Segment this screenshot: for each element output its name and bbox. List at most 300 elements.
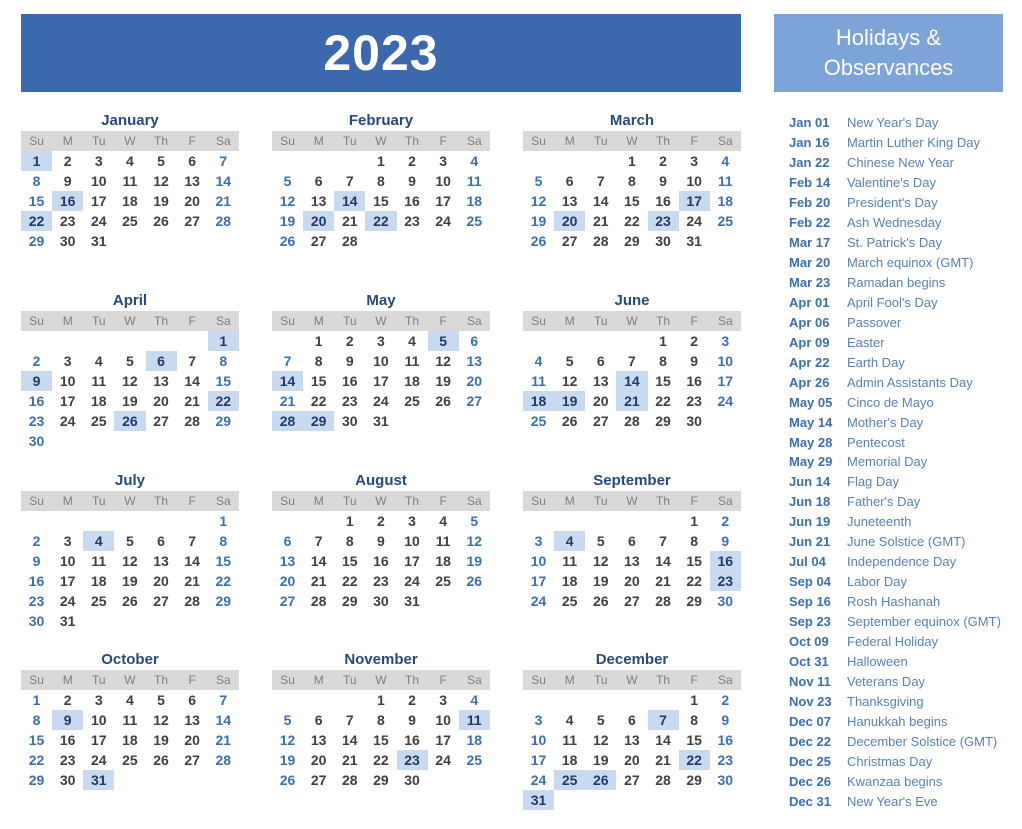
day-cell: 28	[272, 411, 303, 431]
day-cell: 19	[153, 732, 169, 748]
holiday-name: Halloween	[847, 654, 908, 670]
day-cell: 7	[188, 353, 197, 369]
month-november	[272, 651, 490, 790]
day-cell: 26	[153, 213, 169, 229]
day-cell: 12	[279, 732, 296, 748]
day-cell: 9	[721, 533, 730, 549]
day-cell: 24	[717, 393, 734, 409]
holiday-date: Dec 26	[789, 773, 831, 789]
day-cell: 13	[153, 553, 169, 569]
day-cell: 13	[184, 173, 200, 189]
empty-cell	[114, 511, 145, 531]
year-title: 2023	[323, 25, 439, 81]
day-cell: 23	[404, 213, 420, 229]
weekday-label: F	[188, 134, 196, 148]
holiday-item	[774, 672, 1014, 692]
empty-cell	[523, 151, 554, 171]
day-cell: 3	[534, 712, 543, 728]
day-cell: 15	[215, 373, 232, 389]
day-cell: 9	[377, 533, 385, 549]
empty-cell	[83, 511, 114, 531]
day-cell: 31	[404, 593, 420, 609]
day-cell: 17	[91, 732, 107, 748]
day-cell: 7	[314, 533, 323, 549]
days-grid	[272, 331, 490, 431]
day-cell: 21	[593, 213, 609, 229]
day-cell: 7	[283, 353, 292, 369]
holiday-item	[774, 592, 1014, 612]
holiday-name: December Solstice (GMT)	[847, 734, 998, 750]
holiday-item	[774, 393, 1014, 413]
empty-cell	[21, 511, 52, 531]
holiday-item	[774, 253, 1014, 273]
weekday-label: Th	[405, 673, 420, 687]
day-cell: 8	[377, 712, 385, 728]
holiday-date: Sep 04	[789, 574, 831, 590]
day-cell: 26	[114, 411, 145, 431]
day-cell: 30	[28, 613, 45, 629]
day-cell: 25	[466, 752, 483, 768]
day-cell: 3	[63, 353, 72, 369]
day-cell: 17	[435, 193, 451, 209]
day-cell: 1	[32, 692, 41, 708]
weekday-header	[272, 311, 490, 331]
day-cell: 5	[596, 533, 605, 549]
day-cell: 11	[562, 553, 578, 569]
weekday-label: M	[313, 134, 324, 148]
day-cell: 17	[717, 373, 734, 389]
day-cell: 22	[342, 573, 358, 589]
day-cell: 11	[466, 173, 482, 189]
day-cell: 29	[624, 233, 640, 249]
holiday-name: Federal Holiday	[847, 634, 939, 650]
day-cell: 12	[153, 173, 169, 189]
holiday-date: Oct 31	[789, 654, 829, 670]
day-cell: 16	[686, 373, 702, 389]
day-cell: 19	[554, 391, 585, 411]
days-grid	[21, 151, 239, 251]
month-name: November	[344, 651, 418, 668]
day-cell: 26	[279, 772, 296, 788]
month-april	[21, 292, 239, 451]
empty-cell	[648, 511, 679, 531]
empty-cell	[585, 511, 616, 531]
day-cell: 18	[435, 553, 451, 569]
day-cell: 9	[408, 712, 416, 728]
day-cell: 18	[466, 732, 483, 748]
weekday-label: W	[124, 134, 136, 148]
day-cell: 29	[373, 772, 389, 788]
day-cell: 21	[310, 573, 327, 589]
day-cell: 28	[184, 593, 200, 609]
day-cell: 6	[283, 533, 292, 549]
day-cell: 24	[686, 213, 702, 229]
empty-cell	[554, 331, 585, 351]
holiday-date: Oct 09	[789, 634, 829, 650]
day-cell: 18	[122, 732, 138, 748]
holiday-name: April Fool's Day	[847, 294, 938, 310]
day-cell: 24	[530, 593, 547, 609]
day-cell: 19	[279, 752, 296, 768]
holiday-name: Thanksgiving	[847, 694, 924, 710]
day-cell: 4	[554, 531, 585, 551]
weekday-label: Su	[531, 673, 546, 687]
day-cell: 1	[690, 692, 699, 708]
day-cell: 29	[215, 593, 232, 609]
day-cell: 29	[686, 772, 702, 788]
weekday-label: Sa	[466, 673, 482, 687]
weekday-label: F	[690, 673, 698, 687]
day-cell: 10	[717, 353, 734, 369]
holiday-date: Dec 31	[789, 793, 831, 809]
day-cell: 24	[530, 772, 547, 788]
empty-cell	[177, 331, 208, 351]
holiday-item	[774, 612, 1014, 632]
day-cell: 22	[215, 573, 232, 589]
holiday-name: Easter	[847, 334, 885, 350]
day-cell: 15	[373, 732, 389, 748]
holiday-date: May 05	[789, 394, 833, 410]
day-cell: 20	[303, 211, 334, 231]
weekday-label: F	[188, 494, 196, 508]
holiday-name: Pentecost	[847, 434, 905, 450]
day-cell: 8	[690, 712, 699, 728]
weekday-label: M	[313, 494, 324, 508]
day-cell: 27	[279, 593, 296, 609]
days-grid	[523, 511, 741, 611]
days-grid	[21, 690, 239, 790]
weekday-label: Sa	[215, 673, 231, 687]
day-cell: 30	[404, 772, 420, 788]
holiday-date: Nov 23	[789, 694, 832, 710]
month-july	[21, 472, 239, 631]
day-cell: 5	[534, 173, 543, 189]
day-cell: 24	[404, 573, 420, 589]
day-cell: 22	[655, 393, 671, 409]
holiday-item	[774, 113, 1014, 133]
month-name: December	[595, 651, 669, 668]
holiday-item	[774, 173, 1014, 193]
day-cell: 24	[59, 593, 76, 609]
holiday-date: Mar 17	[789, 234, 831, 250]
day-cell: 5	[565, 353, 574, 369]
month-june	[523, 292, 741, 431]
day-cell: 26	[466, 573, 483, 589]
weekday-label: M	[564, 494, 575, 508]
weekday-label: Sa	[717, 314, 733, 328]
day-cell: 12	[466, 533, 483, 549]
day-cell: 21	[342, 213, 358, 229]
day-cell: 3	[690, 153, 699, 169]
weekday-label: Tu	[343, 494, 357, 508]
weekday-label: F	[690, 494, 698, 508]
day-cell: 14	[593, 193, 609, 209]
day-cell: 2	[721, 513, 730, 529]
day-cell: 20	[279, 573, 296, 589]
day-cell: 8	[219, 533, 228, 549]
day-cell: 4	[439, 513, 448, 529]
holiday-item	[774, 792, 1014, 812]
month-august	[272, 472, 490, 611]
day-cell: 3	[439, 153, 448, 169]
day-cell: 6	[628, 712, 636, 728]
day-cell: 20	[153, 393, 169, 409]
day-cell: 29	[655, 413, 671, 429]
day-cell: 4	[83, 531, 114, 551]
weekday-label: Su	[280, 673, 295, 687]
day-cell: 19	[435, 373, 451, 389]
day-cell: 1	[628, 153, 636, 169]
day-cell: 28	[342, 233, 358, 249]
holiday-item	[774, 512, 1014, 532]
day-cell: 21	[616, 391, 647, 411]
day-cell: 19	[466, 553, 483, 569]
weekday-label: Tu	[343, 134, 357, 148]
day-cell: 14	[215, 712, 232, 728]
day-cell: 20	[554, 211, 585, 231]
holiday-date: Dec 07	[789, 714, 831, 730]
weekday-label: Sa	[717, 673, 733, 687]
day-cell: 8	[32, 712, 41, 728]
day-cell: 16	[404, 193, 420, 209]
holiday-name: Ramadan begins	[847, 274, 946, 290]
day-cell: 16	[59, 732, 76, 748]
day-cell: 16	[717, 732, 734, 748]
day-cell: 2	[63, 153, 72, 169]
day-cell: 20	[593, 393, 609, 409]
day-cell: 15	[686, 732, 702, 748]
weekday-header	[272, 491, 490, 511]
day-cell: 8	[314, 353, 323, 369]
day-cell: 15	[655, 373, 671, 389]
weekday-label: Su	[280, 134, 295, 148]
day-cell: 2	[690, 333, 699, 349]
month-february	[272, 112, 490, 251]
month-march	[523, 112, 741, 251]
day-cell: 1	[208, 331, 239, 351]
days-grid	[523, 331, 741, 431]
empty-cell	[303, 690, 334, 710]
weekday-header	[272, 670, 490, 690]
empty-cell	[523, 511, 554, 531]
day-cell: 13	[624, 553, 640, 569]
day-cell: 9	[408, 173, 416, 189]
empty-cell	[146, 511, 177, 531]
holiday-item	[774, 632, 1014, 652]
holiday-name: Mother's Day	[847, 414, 924, 430]
weekday-label: F	[439, 314, 447, 328]
day-cell: 10	[91, 173, 107, 189]
day-cell: 18	[466, 193, 483, 209]
day-cell: 27	[310, 233, 327, 249]
day-cell: 7	[219, 153, 228, 169]
day-cell: 18	[717, 193, 734, 209]
day-cell: 12	[593, 553, 609, 569]
holiday-item	[774, 193, 1014, 213]
holiday-name: New Year's Day	[847, 115, 939, 130]
day-cell: 1	[377, 692, 385, 708]
day-cell: 7	[188, 533, 197, 549]
day-cell: 25	[530, 413, 547, 429]
day-cell: 22	[624, 213, 640, 229]
holiday-name: Father's Day	[847, 494, 921, 510]
holiday-item	[774, 532, 1014, 552]
day-cell: 31	[83, 770, 114, 790]
weekday-label: W	[626, 134, 638, 148]
day-cell: 6	[314, 712, 323, 728]
holiday-item	[774, 732, 1014, 752]
day-cell: 22	[21, 211, 52, 231]
day-cell: 23	[717, 752, 734, 768]
day-cell: 20	[624, 573, 640, 589]
day-cell: 4	[534, 353, 543, 369]
month-name: May	[366, 292, 396, 309]
holiday-item	[774, 353, 1014, 373]
empty-cell	[616, 690, 647, 710]
day-cell: 30	[655, 233, 671, 249]
holiday-date: Jun 14	[789, 474, 831, 490]
weekday-label: W	[626, 314, 638, 328]
weekday-label: Tu	[594, 494, 608, 508]
days-grid	[523, 151, 741, 251]
holiday-date: Jun 19	[789, 514, 831, 530]
day-cell: 20	[184, 193, 200, 209]
holiday-date: Jul 04	[789, 554, 826, 570]
day-cell: 6	[470, 333, 479, 349]
weekday-label: M	[313, 314, 324, 328]
weekday-label: Su	[29, 314, 44, 328]
day-cell: 28	[624, 413, 640, 429]
holiday-name: Memorial Day	[847, 454, 928, 470]
day-cell: 27	[624, 593, 640, 609]
day-cell: 9	[21, 371, 52, 391]
holiday-name: Christmas Day	[847, 754, 933, 769]
weekday-label: Th	[656, 494, 671, 508]
weekday-label: Th	[656, 673, 671, 687]
empty-cell	[523, 690, 554, 710]
holiday-name: Admin Assistants Day	[847, 374, 973, 390]
day-cell: 6	[628, 533, 636, 549]
holiday-item	[774, 652, 1014, 672]
holiday-date: Apr 26	[789, 374, 830, 390]
day-cell: 11	[122, 173, 138, 189]
days-grid	[272, 151, 490, 251]
holiday-name: June Solstice (GMT)	[847, 534, 966, 550]
day-cell: 16	[373, 553, 389, 569]
weekday-label: Th	[405, 314, 420, 328]
day-cell: 13	[624, 732, 640, 748]
day-cell: 18	[523, 391, 554, 411]
day-cell: 19	[153, 193, 169, 209]
empty-cell	[616, 331, 647, 351]
day-cell: 29	[28, 772, 45, 788]
holiday-item	[774, 433, 1014, 453]
empty-cell	[585, 690, 616, 710]
day-cell: 26	[593, 593, 609, 609]
day-cell: 13	[310, 193, 327, 209]
day-cell: 30	[717, 772, 734, 788]
day-cell: 17	[530, 752, 547, 768]
holiday-item	[774, 293, 1014, 313]
day-cell: 5	[283, 173, 292, 189]
day-cell: 4	[470, 153, 479, 169]
day-cell: 6	[188, 692, 197, 708]
empty-cell	[334, 690, 365, 710]
day-cell: 25	[554, 770, 585, 790]
day-cell: 25	[91, 593, 107, 609]
holidays-title-line1: Holidays &	[835, 25, 942, 50]
day-cell: 21	[215, 732, 232, 748]
day-cell: 16	[404, 732, 420, 748]
day-cell: 16	[710, 551, 741, 571]
day-cell: 2	[408, 692, 416, 708]
day-cell: 22	[28, 752, 45, 768]
day-cell: 14	[655, 732, 671, 748]
empty-cell	[52, 511, 83, 531]
day-cell: 25	[435, 573, 451, 589]
day-cell: 17	[59, 393, 76, 409]
day-cell: 27	[561, 233, 578, 249]
holiday-date: Apr 09	[789, 334, 830, 350]
day-cell: 21	[279, 393, 296, 409]
day-cell: 5	[126, 353, 134, 369]
day-cell: 9	[345, 353, 354, 369]
holiday-name: Ash Wednesday	[847, 214, 942, 230]
day-cell: 12	[530, 193, 547, 209]
day-cell: 18	[561, 573, 578, 589]
holiday-item	[774, 273, 1014, 293]
day-cell: 3	[534, 533, 543, 549]
weekday-label: Su	[29, 673, 44, 687]
month-january	[21, 112, 239, 251]
day-cell: 9	[32, 553, 41, 569]
day-cell: 18	[91, 573, 107, 589]
day-cell: 6	[565, 173, 574, 189]
empty-cell	[616, 511, 647, 531]
day-cell: 14	[184, 373, 200, 389]
day-cell: 7	[345, 173, 354, 189]
day-cell: 5	[283, 712, 292, 728]
holidays-list	[774, 113, 1014, 812]
day-cell: 26	[122, 593, 138, 609]
day-cell: 23	[28, 593, 45, 609]
empty-cell	[334, 151, 365, 171]
month-name: August	[355, 472, 407, 489]
day-cell: 15	[28, 732, 45, 748]
holiday-date: May 29	[789, 454, 833, 470]
weekday-label: Su	[280, 314, 295, 328]
holiday-date: Mar 23	[789, 274, 831, 290]
day-cell: 29	[215, 413, 232, 429]
day-cell: 2	[659, 153, 667, 169]
holiday-date: May 28	[789, 434, 833, 450]
holiday-date: Jan 01	[789, 115, 830, 130]
day-cell: 23	[28, 413, 45, 429]
day-cell: 2	[408, 153, 416, 169]
day-cell: 5	[428, 331, 459, 351]
day-cell: 14	[342, 732, 358, 748]
day-cell: 15	[215, 553, 232, 569]
day-cell: 3	[94, 692, 103, 708]
day-cell: 17	[91, 193, 107, 209]
day-cell: 1	[690, 513, 699, 529]
day-cell: 26	[561, 413, 578, 429]
day-cell: 23	[373, 573, 389, 589]
day-cell: 3	[63, 533, 72, 549]
day-cell: 28	[310, 593, 327, 609]
day-cell: 11	[435, 533, 451, 549]
day-cell: 28	[655, 772, 671, 788]
